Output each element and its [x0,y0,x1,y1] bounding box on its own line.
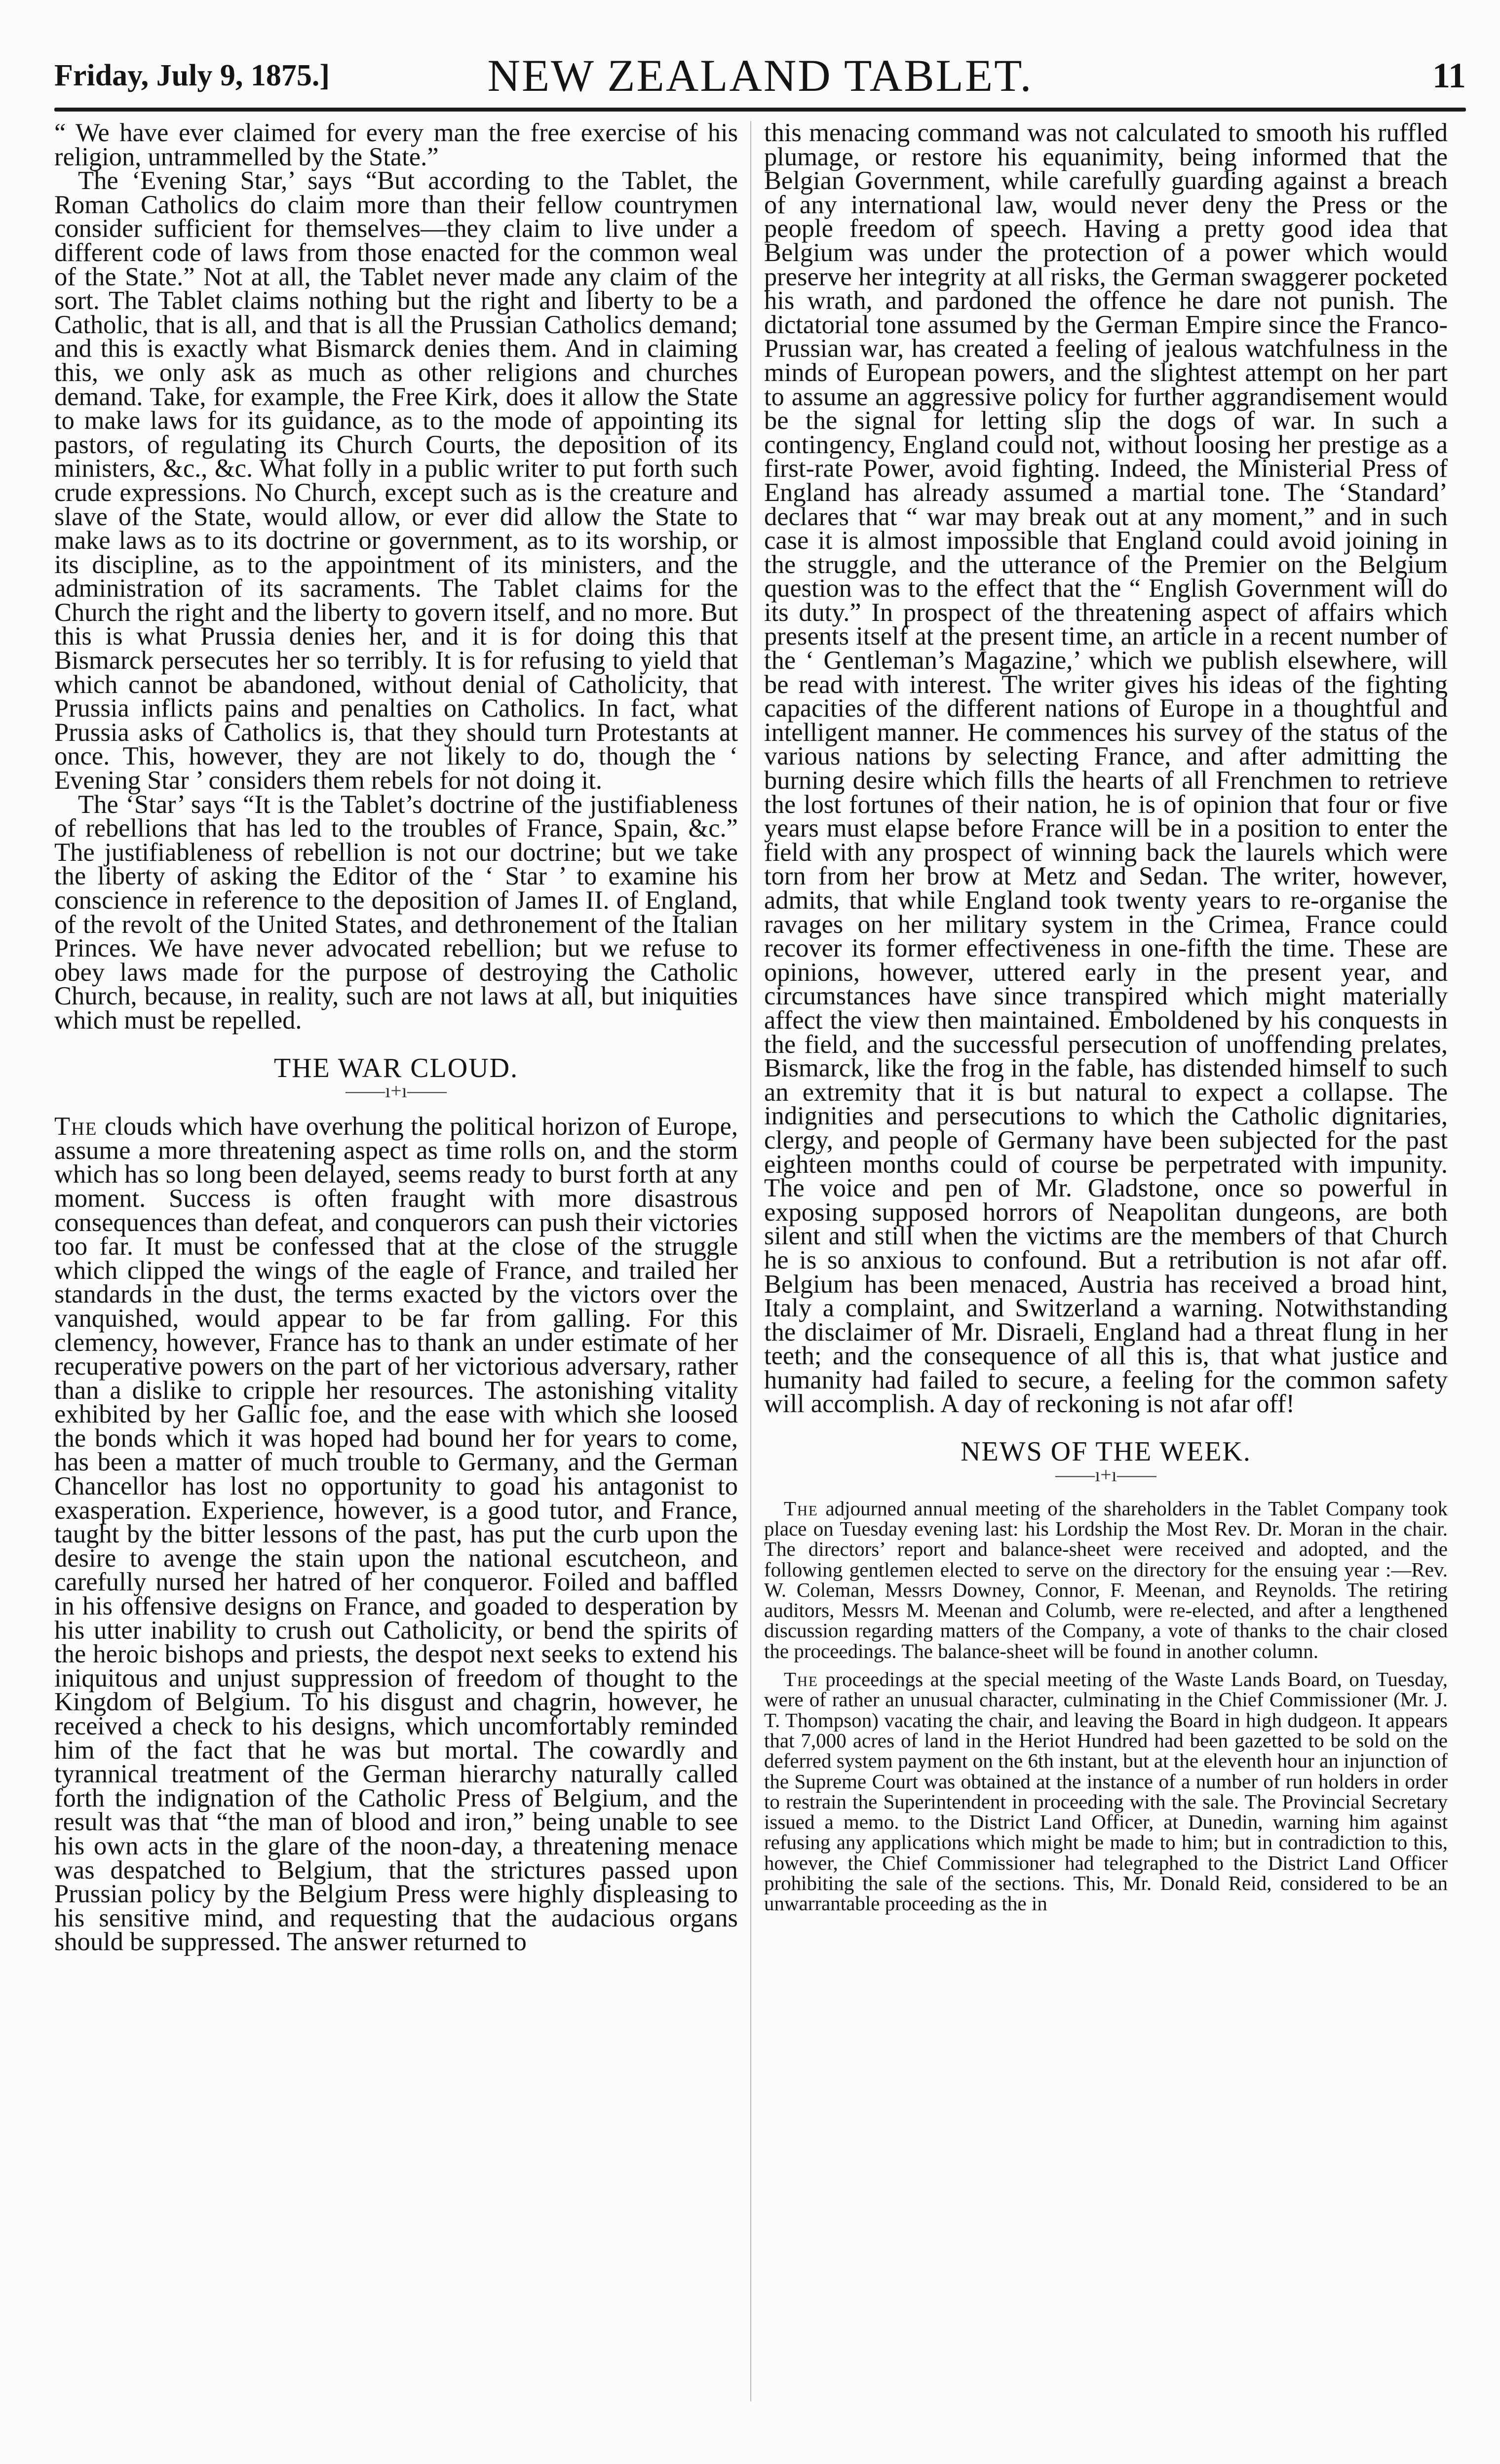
newspaper-title: NEW ZEALAND TABLET. [487,50,1033,101]
lead-word: The [54,1112,98,1141]
page-number: 11 [1432,56,1466,95]
section-heading-war-cloud: THE WAR CLOUD. [273,1052,519,1083]
paragraph-text: adjourned annual meeting of the shareholders in the Tablet Company took place on Tuesday evening last: his Lordship the Most Rev. Dr. Moran in the chair. The directors’ report and balance-sheet were received and adopted, and the following gentlemen elected to serve on the directory for the ensuing year :—Rev. W. Coleman, Messrs Downey, Connor, F. Meenan, and Reynolds. The retiring auditors, Messrs M. Meenan and Columb, were re-elected, and after a lengthened discussion regarding matters of the Company, a vote of thanks to the chair closed the proceedings. The balance-sheet will be found in another column. [764,1497,1448,1662]
news-items [764,1499,1448,1914]
lead-word: The [784,1668,818,1691]
column-divider [750,121,751,2401]
paragraph-text: proceedings at the special meeting of the Waste Lands Board, on Tuesday, were of rather an unusual character, culminating in the Chief Commissioner (Mr. J. T. Thompson) vacating the chair, and leaving the Board in high dudgeon. It appears that 7,000 acres of land in the Heriot Hundred had been gazetted to be sold on the deferred system payment on the 6th instant, but at the eleventh hour an injunction of the Supreme Court was obtained at the instance of a number of run holders in order to restrain the Superintendent in proceeding with the sale. The Provincial Secretary issued a memo. to the District Land Officer, at Dunedin, warning him against refusing any applications which might be made to him; but in contradiction to this, however, the Chief Commissioner had telegraphed to the District Land Officer prohibiting the sale of the sections. This, Mr. Donald Reid, considered to be an unwarrantable proceeding as the in [764,1668,1448,1915]
left-column [54,121,738,2416]
issue-date: Friday, July 9, 1875.] [54,59,330,92]
article-paragraph: this menacing command was not calculated to smooth his ruffled plumage, or restore his equanimity, being informed that the Belgian Government, while carefully guarding against a breach of any international law, would never deny the Press or the people freedom of speech. Having a pretty good idea that Belgium was under the protection of a power which would preserve her integrity at all risks, the German swaggerer pocketed his wrath, and pardoned the offence he dare not punish. The dictatorial tone assumed by the German Empire since the Franco-Prussian war, has created a feeling of jealous watchfulness in the minds of European powers, and the slightest attempt on her part to assume an aggressive policy for further aggrandisement would be the signal for letting slip the dogs of war. In such a contingency, England could not, without loosing her prestige as a first-rate Power, avoid fighting. Indeed, the Ministerial Press of England has already assumed a martial tone. The ‘Standard’ declares that “ war may break out at any moment,” and in such case it is almost impossible that England could avoid joining in the struggle, and the utterance of the Premier on the Belgium question was to the effect that the “ English Government will do its duty.” In prospect of the threatening aspect of affairs which presents itself at the present time, an article in a recent number of the ‘ Gentleman’s Magazine,’ which we publish elsewhere, will be read with interest. The writer gives his ideas of the fighting capacities of the different nations of Europe in a thoughtful and intelligent manner. He commences his survey of the status of the various nations by selecting France, and after admitting the burning desire which fills the hearts of all Frenchmen to retrieve the lost fortunes of their nation, he is of opinion that four or five years must elapse before France will be in a position to enter the field with any prospect of winning back the laurels which were torn from her brow at Metz and Sedan. The writer, however, admits, that while England took twenty years to re-organise the ravages on her military system in the Crimea, France could recover its former effectiveness in one-fifth the time. These are opinions, however, uttered early in the present year, and circumstances have since transpired which might materially affect the view then maintained. Emboldened by his conquests in the field, and the successful persecution of unoffending prelates, Bismarck, like the frog in the fable, has distended himself to such an extremity that it is but natural to expect a collapse. The indignities and persecutions to which the Catholic dignitaries, clergy, and people of Germany have been subjected for the past eighteen months could of course be perpetrated with impunity. The voice and pen of Mr. Gladstone, once so powerful in exposing supposed horrors of Neapolitan dungeons, are both silent and still when the victims are the members of that Church he is so anxious to confound. But a retribution is not afar off. Belgium has been menaced, Austria has received a broad hint, Italy a complaint, and Switzerland a warning. Notwithstanding the disclaimer of Mr. Disraeli, England had a threat flung in her teeth; and the consequence of all this is, that what justice and humanity had failed to secure, a feeling for the common safety will accomplish. A day of reckoning is not afar off! [764,121,1448,1419]
masthead-rule [54,108,1466,112]
news-item [764,1499,1448,1661]
article-paragraph [54,1112,738,1957]
news-item [764,1669,1448,1914]
right-column [764,121,1448,2416]
heading-ornament: ——ı+ı—— [1055,1463,1156,1486]
article-paragraph: “ We have ever claimed for every man the free exercise of his religion, untrammelled by the State.” [54,121,738,171]
article-paragraph: The ‘Evening Star,’ says “But according to the Tablet, the Roman Catholics do claim more than their fellow countrymen consider sufficient for themselves—they claim to live under a different code of laws from those enacted for the common weal of the State.” Not at all, the Tablet never made any claim of the sort. The Tablet claims nothing but the right and liberty to be a Catholic, that is all, and that is all the Prussian Catholics demand; and this is exactly what Bismarck denies them. And in claiming this, we only ask as much as other religions and churches demand. Take, for example, the Free Kirk, does it allow the State to make laws for its guidance, as to the mode of appointing its pastors, of regulating its Church Courts, the deposition of its ministers, &c., &c. What folly in a public writer to put forth such crude expressions. No Church, except such as is the creature and slave of the State, would allow, or ever did allow the State to make laws as to its doctrine or government, as to its worship, or its discipline, as to the appointment of its ministers, and the administration of its sacraments. The Tablet claims for the Church the right and the liberty to govern itself, and no more. But this is what Prussia denies her, and it is for doing this that Bismarck persecutes her so terribly. It is for refusing to yield that which cannot be abandoned, without denial of Catholicity, that Prussia inflicts pains and penalties on Catholics. In fact, what Prussia asks of Catholics is, that they should turn Protestants at once. This, however, they are not likely to do, though the ‘ Evening Star ’ considers them rebels for not doing it. [54,166,738,795]
article-paragraph: The ‘Star’ says “It is the Tablet’s doctrine of the justifiableness of rebellions that has led to the troubles of France, Spain, &c.” The justifiableness of rebellion is not our doctrine; but we take the liberty of asking the Editor of the ‘ Star ’ to examine his conscience in reference to the deposition of James II. of England, of the revolt of the United States, and dethronement of the Italian Princes. We have never advocated rebellion; but we refuse to obey laws made for the purpose of destroying the Catholic Church, because, in reality, such are not laws at all, but iniquities which must be repelled. [54,790,738,1035]
paragraph-text: clouds which have overhung the political horizon of Europe, assume a more threatening aspect as time rolls on, and the storm which has so long been delayed, seems ready to burst forth at any moment. Success is often fraught with more disastrous consequences than defeat, and conquerors can push their victories too far. It must be confessed that at the close of the struggle which clipped the wings of the eagle of France, and trailed her standards in the dust, the terms exacted by the victors over the vanquished, would appear to be far from galling. For this clemency, however, France has to thank an under estimate of her recuperative powers on the part of her victorious adversary, rather than a dislike to cripple her resources. The astonishing vitality exhibited by her Gallic foe, and the ease with which she loosed the bonds which it was hoped had bound her for years to come, has been a matter of much trouble to Germany, and the German Chancellor has lost no opportunity to goad his antagonist to exasperation. Experience, however, is a good tutor, and France, taught by the bitter lessons of the past, has put the curb upon the desire to avenge the stain upon the national escutcheon, and carefully nursed her hatred of her conqueror. Foiled and baffled in his offensive designs on France, and goaded to desperation by his utter inability to crush out Catholicity, or bend the spirits of the heroic bishops and priests, the despot next seeks to extend his iniquitous and unjust suppression of freedom of thought to the Kingdom of Belgium. To his disgust and chagrin, however, he received a check to his designs, which uncomfortably reminded him of the fact that he was but mortal. The cowardly and tyrannical treatment of the German hierarchy naturally called forth the indignation of the Catholic Press of Belgium, and the result was that “the man of blood and iron,” being unable to see his own acts in the glare of the noon-day, a threatening menace was despatched to Belgium, that the strictures passed upon Prussian policy by the Belgium Press were highly displeasing to his sensitive mind, and requesting that the audacious organs should be suppressed. The answer returned to [54,1112,738,1957]
section-heading-news-of-the-week: NEWS OF THE WEEK. [961,1436,1251,1467]
masthead [54,44,1466,109]
lead-word: The [784,1497,818,1520]
heading-ornament: ——ı+ı—— [346,1079,447,1102]
